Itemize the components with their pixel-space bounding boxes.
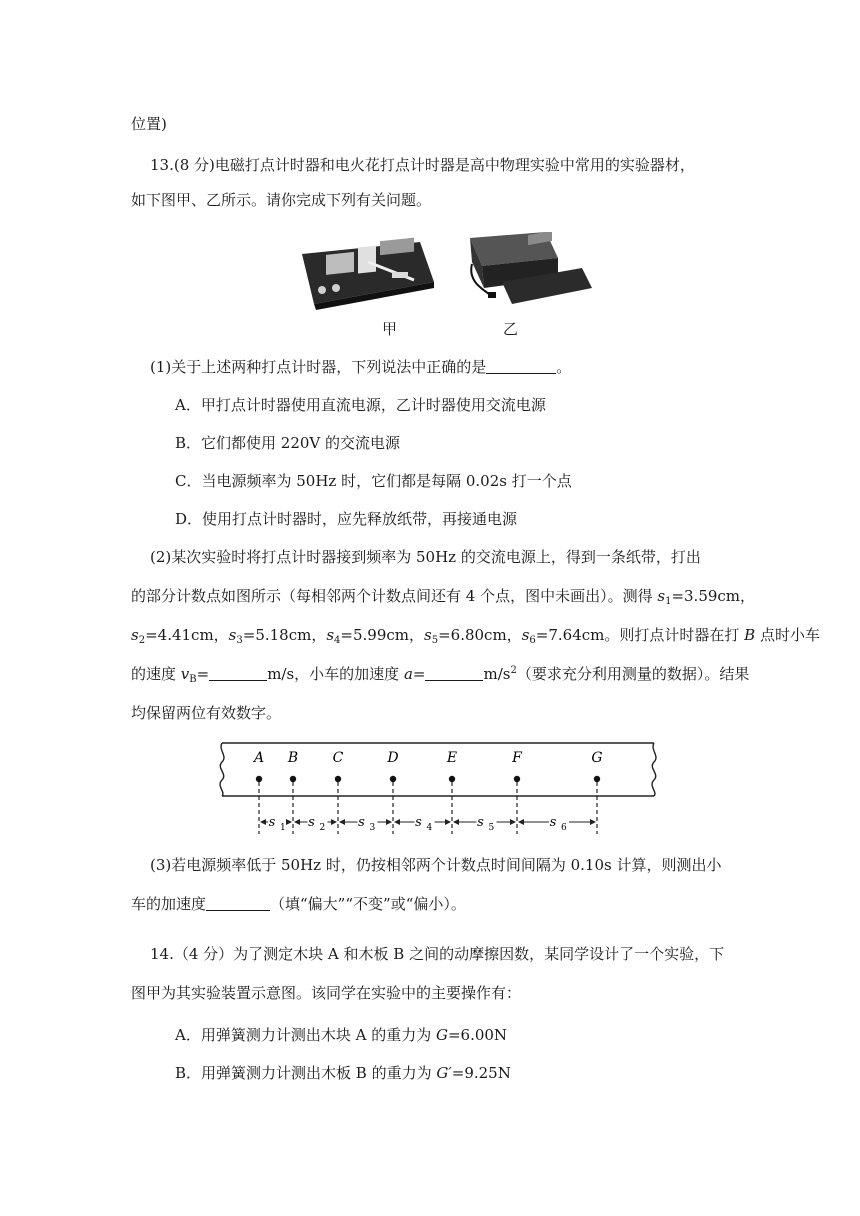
tape-point-label-e: E (446, 750, 458, 766)
s4-value: =5.99cm， (340, 626, 425, 644)
g-prime-symbol: G′ (436, 1064, 452, 1082)
vb-subscript: B (189, 674, 197, 685)
velocity-unit-text: m/s，小车的加速度 (267, 665, 404, 683)
segment-sub-2: 2 (319, 823, 326, 833)
q13-part1-stem-text: (1)关于上述两种打点计时器，下列说法中正确的是 (150, 358, 487, 376)
q13-option-b: B．它们都使用 220V 的交流电源 (175, 434, 401, 452)
tape-dot-c (335, 776, 341, 782)
segment-arrowhead-left-5 (453, 819, 459, 825)
vb-symbol: v (180, 665, 190, 683)
s1-symbol: s (657, 587, 666, 605)
g-value: =6.00N (447, 1026, 508, 1044)
answer-blank-acc[interactable] (425, 666, 483, 681)
q13-option-d: D．使用打点计时器时，应先释放纸带，再接通电源 (175, 510, 518, 528)
g-prime-value: =9.25N (451, 1064, 511, 1082)
vb-equals: = (196, 665, 210, 683)
segment-arrowhead-left-2 (294, 819, 300, 825)
q13-part2-line-3 (131, 624, 820, 646)
q13-part2-line-5: 均保留两位有效数字。 (131, 704, 282, 722)
q13-part1-stem (150, 356, 571, 378)
segment-label-6: s (549, 815, 557, 830)
electromagnetic-timer-image (302, 238, 434, 310)
q13-option-c: C．当电源频率为 50Hz 时，它们都是每隔 0.02s 打一个点 (175, 472, 572, 490)
s4-subscript: 4 (334, 635, 341, 646)
segment-arrowhead-left-4 (394, 819, 400, 825)
acc-unit-sup: 2 (510, 665, 517, 676)
q14-step-a (175, 1024, 507, 1046)
q13-number: 13. (150, 156, 174, 174)
q14-step-a-text: A．用弹簧测力计测出木块 A 的重力为 (175, 1026, 436, 1044)
q13-part3-line2-tail: （填“偏大”“不变”或“偏小）。 (270, 895, 466, 913)
tape-point-label-b: B (287, 750, 299, 766)
point-b-ref: B (744, 626, 756, 644)
segment-label-5: s (477, 815, 484, 830)
segment-label-1: s (268, 815, 276, 830)
q13-part3-line2-text: 车的加速度 (131, 895, 207, 913)
q13-part2-line4-tail: （要求充分利用测量的数据）。结果 (516, 665, 750, 683)
segment-label-3: s (358, 815, 365, 830)
s1-value: =3.59cm， (671, 587, 756, 605)
s2-symbol: s (131, 626, 139, 644)
q13-part2-line2-text: 的部分计数点如图所示（每相邻两个计数点间还有 4 个点，图中未画出）。测得 (131, 587, 658, 605)
s1-subscript: 1 (665, 596, 672, 607)
segment-arrowhead-right-5 (510, 819, 516, 825)
s3-symbol: s (228, 626, 237, 644)
segment-sub-3: 3 (369, 823, 376, 833)
tape-point-label-a: A (253, 750, 265, 766)
acc-unit: m/s (483, 665, 511, 683)
q13-part1-stem-end: 。 (556, 358, 572, 376)
s5-symbol: s (424, 626, 432, 644)
paper-tape-figure (214, 740, 664, 836)
g-symbol: G (435, 1026, 448, 1044)
segment-arrowhead-left-1 (260, 819, 266, 825)
q13-part3-line-1: (3)若电源频率低于 50Hz 时，仍按相邻两个计数点时间间隔为 0.10s 计算，则测出小 (150, 856, 722, 874)
s2-value: =4.41cm， (145, 626, 229, 644)
s3-value: =5.18cm， (242, 626, 327, 644)
segment-arrowhead-right-3 (386, 819, 392, 825)
q13-intro-text: 电磁打点计时器和电火花打点计时器是高中物理实验中常用的实验器材， (214, 156, 695, 174)
s2-subscript: 2 (138, 635, 146, 646)
tape-point-label-d: D (387, 750, 399, 766)
segment-sub-1: 1 (280, 823, 286, 833)
q14-step-b (175, 1062, 511, 1084)
segment-arrowhead-right-4 (445, 819, 451, 825)
segment-arrowhead-right-6 (590, 819, 596, 825)
tape-dot-g (594, 776, 600, 782)
tape-dot-e (449, 776, 455, 782)
segment-sub-6: 6 (561, 823, 567, 833)
tape-dot-a (256, 776, 262, 782)
answer-blank-1[interactable] (486, 359, 556, 374)
segment-label-2: s (308, 815, 315, 830)
q13-part2-line-4 (131, 663, 749, 685)
answer-blank-vb[interactable] (209, 666, 267, 681)
s6-symbol: s (521, 626, 530, 644)
s4-symbol: s (326, 626, 335, 644)
segment-sub-4: 4 (426, 823, 433, 833)
q13-intro-line-1 (150, 154, 695, 176)
tape-dot-d (390, 776, 396, 782)
s6-subscript: 6 (529, 635, 536, 646)
segment-arrowhead-left-3 (339, 819, 345, 825)
spark-timer-image (470, 232, 592, 304)
q13-intro-line-2: 如下图甲、乙所示。请你完成下列有关问题。 (131, 191, 432, 209)
tape-point-label-f: F (512, 750, 522, 766)
q13-part2-line-2 (131, 585, 755, 607)
caption-jia: 甲 (382, 320, 398, 338)
s5-value: =6.80cm， (438, 626, 522, 644)
q13-part2-line3-text: 则打点计时器在打 (619, 626, 745, 644)
timer-devices-figure (296, 232, 596, 312)
tape-dot-f (514, 776, 520, 782)
segment-sub-5: 5 (488, 823, 495, 833)
tape-dot-b (290, 776, 296, 782)
q13-part2-line3-tail: 点时小车 (755, 626, 820, 644)
acc-symbol: a (403, 665, 413, 683)
continued-text-fragment: 位置) (131, 115, 167, 133)
segment-label-4: s (415, 815, 422, 830)
s6-value: =7.64cm。 (535, 626, 620, 644)
tape-right-torn-edge (652, 743, 656, 796)
q14-line-1: 14.（4 分）为了测定木块 A 和木板 B 之间的动摩擦因数，某同学设计了一个实验，下 (150, 945, 725, 963)
acc-equals: = (412, 665, 426, 683)
segment-arrowhead-right-2 (331, 819, 337, 825)
q14-line-2: 图甲为其实验装置示意图。该同学在实验中的主要操作有： (131, 984, 522, 1002)
q14-step-b-text: B．用弹簧测力计测出木板 B 的重力为 (175, 1064, 437, 1082)
q13-points: (8 分) (173, 156, 215, 174)
caption-yi: 乙 (503, 320, 519, 338)
q13-option-a: A．甲打点计时器使用直流电源，乙计时器使用交流电源 (175, 396, 546, 414)
tape-left-torn-edge (220, 743, 224, 796)
s3-subscript: 3 (236, 635, 243, 646)
segment-arrowhead-left-6 (518, 819, 524, 825)
segment-arrowhead-right-1 (286, 819, 292, 825)
s5-subscript: 5 (431, 635, 439, 646)
velocity-label-text: 的速度 (131, 665, 181, 683)
tape-point-label-c: C (332, 750, 344, 766)
answer-blank-part3[interactable] (206, 896, 270, 911)
tape-point-label-g: G (591, 750, 603, 766)
q13-part3-line-2 (131, 893, 466, 915)
q13-part2-line-1: (2)某次实验时将打点计时器接到频率为 50Hz 的交流电源上，得到一条纸带，打出 (150, 548, 701, 566)
